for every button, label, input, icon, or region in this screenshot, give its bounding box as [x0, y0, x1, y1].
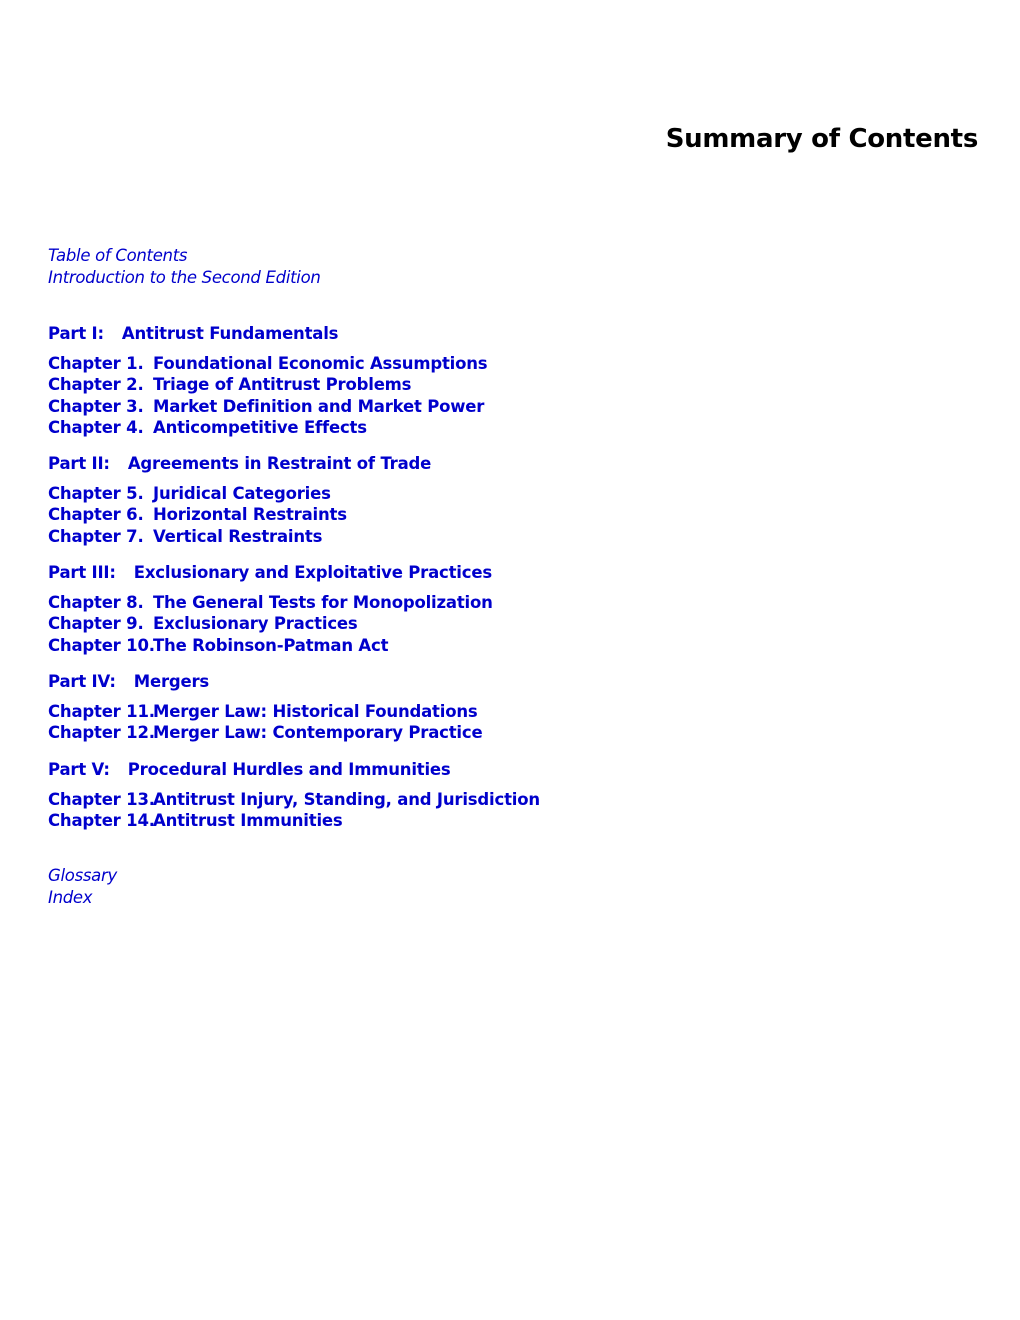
front-matter [48, 245, 948, 289]
part-title: Procedural Hurdles and Immunities [127, 759, 451, 779]
chapter-link[interactable] [48, 526, 948, 547]
chapter-number: Chapter 9. [48, 614, 144, 634]
link-glossary[interactable]: Glossary [48, 866, 117, 886]
chapter-link[interactable] [48, 417, 948, 438]
chapter-number: Chapter 12. [48, 723, 155, 743]
chapter-link[interactable] [48, 810, 948, 831]
chapter-title: Merger Law: Historical Foundations [153, 701, 478, 721]
contents-list [48, 245, 948, 909]
chapter-link[interactable] [48, 635, 948, 656]
chapter-link[interactable] [48, 722, 948, 743]
part-number: Part III: [48, 563, 116, 583]
part-number: Part I: [48, 324, 104, 343]
part-heading-link[interactable] [48, 562, 948, 584]
chapter-title: Exclusionary Practices [153, 614, 358, 634]
chapter-title: Antitrust Immunities [153, 810, 343, 830]
chapter-title: Horizontal Restraints [153, 505, 347, 525]
part-heading-link[interactable] [48, 453, 948, 475]
chapter-title: Juridical Categories [153, 484, 331, 504]
chapter-number: Chapter 3. [48, 396, 144, 416]
link-index[interactable]: Index [48, 888, 93, 908]
chapter-number: Chapter 13. [48, 789, 155, 809]
part-number: Part II: [48, 454, 110, 474]
chapter-link[interactable] [48, 592, 948, 613]
chapter-title: The Robinson-Patman Act [153, 635, 389, 655]
chapter-number: Chapter 2. [48, 375, 144, 395]
chapter-number: Chapter 8. [48, 593, 144, 613]
chapter-title: Vertical Restraints [153, 526, 323, 546]
chapter-link[interactable] [48, 613, 948, 634]
chapter-number: Chapter 4. [48, 417, 144, 437]
back-matter [48, 865, 948, 909]
chapter-title: Market Definition and Market Power [153, 396, 485, 416]
page-title: Summary of Contents [665, 124, 978, 154]
part-heading-link[interactable] [48, 323, 948, 345]
chapter-title: Anticompetitive Effects [153, 417, 367, 437]
chapter-title: Antitrust Injury, Standing, and Jurisdiction [153, 789, 540, 809]
chapter-link[interactable] [48, 483, 948, 504]
chapter-link[interactable] [48, 396, 948, 417]
chapter-link[interactable] [48, 701, 948, 722]
part-section [48, 671, 948, 744]
part-section [48, 759, 948, 832]
part-title: Mergers [133, 671, 210, 691]
chapter-link[interactable] [48, 504, 948, 525]
chapter-number: Chapter 6. [48, 505, 144, 525]
chapter-link[interactable] [48, 374, 948, 395]
chapter-number: Chapter 14. [48, 810, 155, 830]
part-title: Antitrust Fundamentals [121, 324, 339, 343]
chapter-number: Chapter 11. [48, 701, 155, 721]
chapter-number: Chapter 1. [48, 354, 144, 373]
chapter-title: The General Tests for Monopolization [153, 593, 493, 613]
part-title: Exclusionary and Exploitative Practices [133, 563, 492, 583]
chapter-link[interactable] [48, 353, 948, 374]
chapter-number: Chapter 10. [48, 635, 155, 655]
part-section [48, 453, 948, 547]
chapter-title: Foundational Economic Assumptions [153, 354, 488, 373]
part-section [48, 323, 948, 438]
chapter-number: Chapter 5. [48, 484, 144, 504]
link-introduction[interactable]: Introduction to the Second Edition [48, 268, 321, 287]
part-section [48, 562, 948, 656]
part-number: Part V: [48, 759, 110, 779]
part-heading-link[interactable] [48, 759, 948, 781]
link-table-of-contents[interactable]: Table of Contents [48, 246, 188, 265]
part-heading-link[interactable] [48, 671, 948, 693]
part-number: Part IV: [48, 671, 116, 691]
chapter-number: Chapter 7. [48, 526, 144, 546]
chapter-title: Merger Law: Contemporary Practice [153, 723, 483, 743]
part-title: Agreements in Restraint of Trade [127, 454, 432, 474]
chapter-title: Triage of Antitrust Problems [153, 375, 412, 395]
chapter-link[interactable] [48, 789, 948, 810]
